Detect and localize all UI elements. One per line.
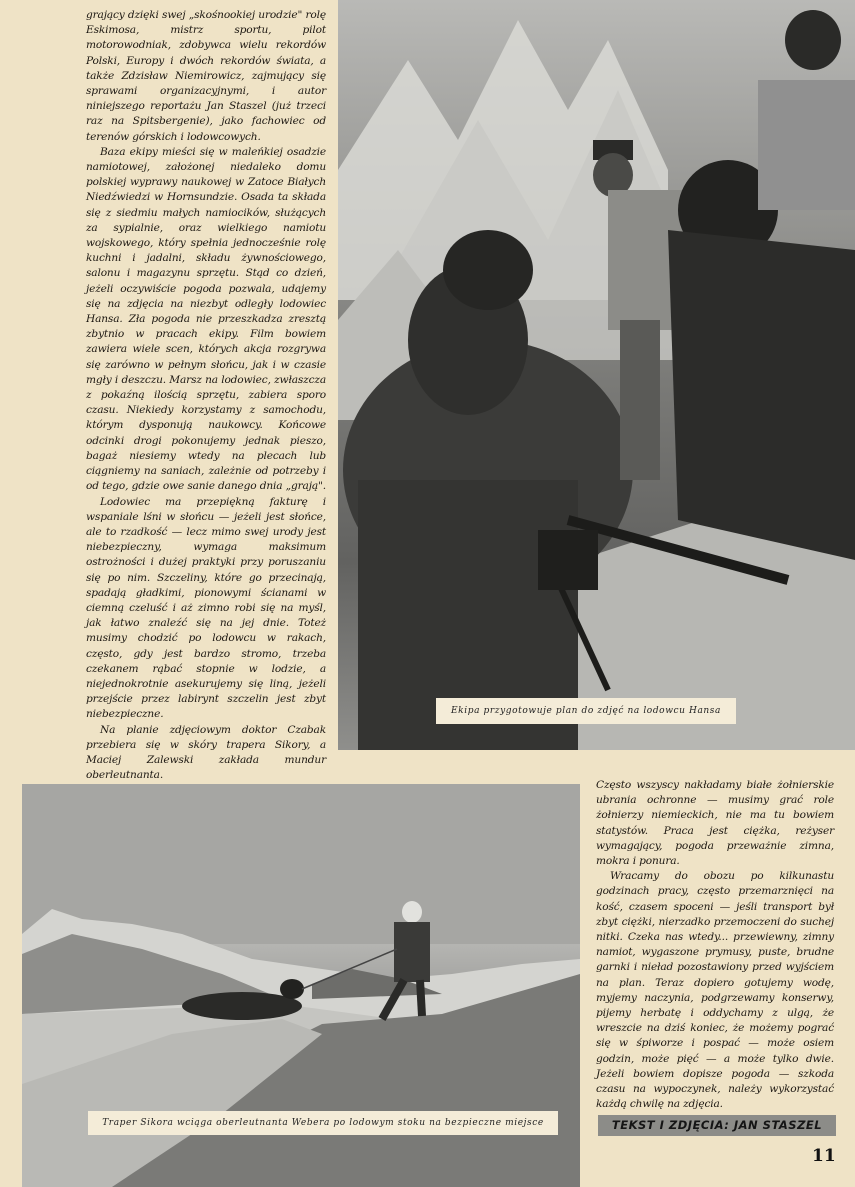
page-number: 11	[812, 1146, 836, 1166]
photo-film-crew-on-glacier	[338, 0, 855, 750]
article-column-right	[596, 778, 834, 1110]
paragraph: Lodowiec ma przepiękną fakturę i wspaniale lśni w słońcu — jeżeli jest słońce, ale to rzadkość — lecz mimo swej urody jest niebezpieczny, wymaga maksimum ostrożności i dużej praktyki przy poruszaniu się po nim. Szczeliny, które go przecinają, spadają gładkimi, pionowymi ścianami w ciemną czeluść i aż zimno robi się na myśl, jak łatwo znaleźć się na jej dnie. Toteż musimy chodzić po lodowcu w rakach, często, gdy jest bardzo stromo, trzeba czekanem rąbać stopnie w lodzie, a niejednokrotnie asekurujemy się liną, jeżeli przejście przez labirynt szczelin jest zbyt niebezpieczne.	[86, 495, 326, 721]
paragraph: grający dzięki swej „skośnookiej urodzie" rolę Eskimosa, mistrz sportu, pilot motorowodniak, zdobywca wielu rekordów Polski, Europy i dwóch rekordów świata, a także Zdzisław Niemirowicz, zajmujący się sprawami organizacyjnymi, i autor niniejszego reportażu Jan Staszel (już trzeci raz na Spitsbergenie), jako fachowiec od terenów górskich i lodowcowych.	[86, 9, 326, 143]
photo-caption-bottom: Traper Sikora wciąga oberleutnanta Webera po lodowym stoku na bezpieczne miejsce	[88, 1111, 558, 1135]
article-column-left	[86, 8, 326, 782]
paragraph: Na planie zdjęciowym doktor Czabak przebiera się w skóry trapera Sikory, a Maciej Zalewski zakłada mundur oberleutnanta.	[86, 723, 326, 782]
paragraph: Często wszyscy nakładamy białe żołnierskie ubrania ochronne — musimy grać role żołnierzy niemieckich, nie ma tu bowiem statystów. Praca jest ciężka, reżyser wymagający, pogoda przeważnie zimna, mokra i ponura.	[596, 779, 834, 868]
author-credit: TEKST I ZDJĘCIA: JAN STASZEL	[598, 1115, 836, 1136]
photo-illustration	[338, 0, 855, 750]
paragraph: Wracamy do obozu po kilkunastu godzinach pracy, często przemarznięci na kość, czasem spoceni — jeśli transport był zbyt ciężki, nierzadko przemoczeni do suchej nitki. Czeka nas wtedy... przewiewny, zimny namiot, wygaszone prymusy, puste, brudne garnki i nieład pozostawiony przed wyjściem na plan. Teraz dopiero gotujemy wodę, myjemy naczynia, podgrzewamy konserwy, pijemy herbatę i oddychamy z ulgą, że wreszcie na dziś koniec, że możemy pograć się w śpiworze i pospać — może osiem godzin, może pięć — a może tylko dwie. Jeżeli bowiem dopisze pogoda — szkoda czasu na wypoczynek, należy wykorzystać każdą chwilę na zdjęcia.	[596, 870, 834, 1111]
photo-caption-top: Ekipa przygotowuje plan do zdjęć na lodowcu Hansa	[436, 698, 736, 724]
paragraph: Baza ekipy mieści się w maleńkiej osadzie namiotowej, założonej niedaleko domu polskiej wyprawy naukowej w Zatoce Białych Niedźwiedzi w Hornsundzie. Osada ta składa się z siedmiu małych namiocików, służących za sypialnie, oraz wielkiego namiotu wojskowego, który spełnia jednocześnie rolę kuchni i jadalni, składu żywnościowego, salonu i magazynu sprzętu. Stąd co dzień, jeżeli oczywiście pogoda pozwala, udajemy się na zdjęcia na niezbyt odległy lodowiec Hansa. Zła pogoda nie przeszkadza zresztą zbytnio w pracach ekipy. Film bowiem zawiera wiele scen, których akcja rozgrywa się zarówno w pełnym słońcu, jak i w czasie mgły i deszczu. Marsz na lodowiec, zwłaszcza z pokaźną ilością sprzętu, zabiera sporo czasu. Niekiedy korzystamy z samochodu, którym dysponują naukowcy. Końcowe odcinki drogi pokonujemy jednak pieszo, bagaż niesiemy wtedy na plecach lub ciągniemy na saniach, zależnie od potrzeby i od tego, gdzie owe sanie danego dnia „grają".	[86, 145, 326, 493]
